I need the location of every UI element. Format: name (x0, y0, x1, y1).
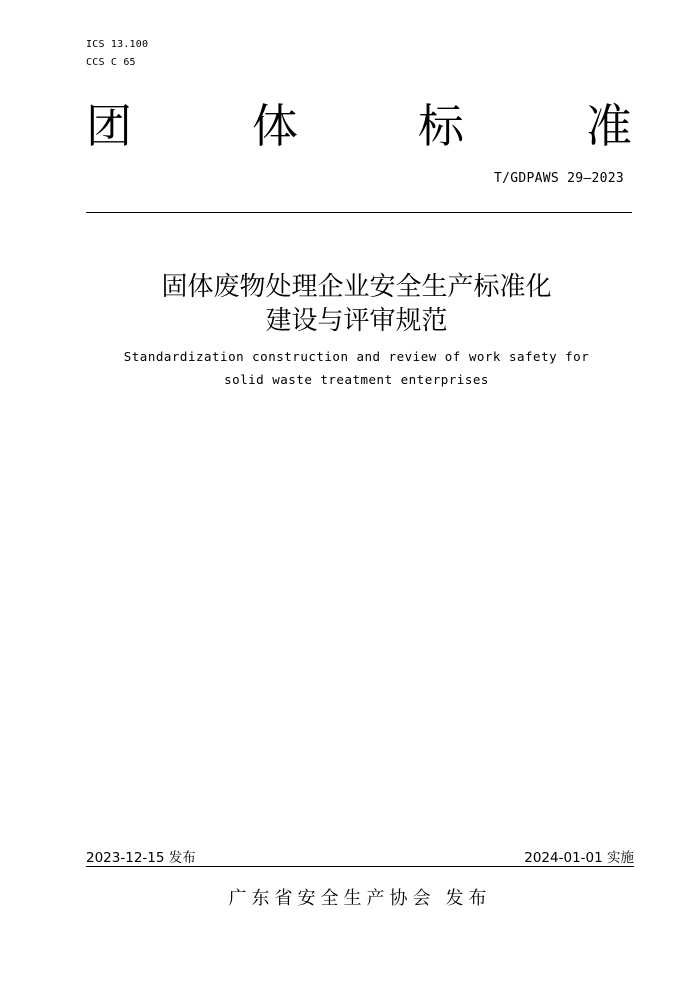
top-divider (86, 212, 632, 213)
standard-type-heading (86, 98, 634, 158)
bottom-divider (86, 866, 634, 867)
standard-type-char: 团 (86, 99, 132, 153)
document-title-cn (0, 270, 700, 338)
standard-type-char: 体 (252, 99, 298, 153)
title-en-line-1: Standardization construction and review of work safety for (123, 349, 590, 364)
standard-number: T/GDPAWS 29—2023 (493, 171, 624, 186)
standard-type-char: 标 (418, 99, 464, 153)
implementation-date: 2024-01-01 实施 (524, 850, 634, 866)
document-title-en (0, 345, 700, 391)
title-cn-line-2: 建设与评审规范 (265, 306, 448, 336)
publisher-action: 发布 (445, 888, 492, 909)
title-cn-line-1: 固体废物处理企业安全生产标准化 (161, 272, 552, 302)
title-en-line-2: solid waste treatment enterprises (224, 372, 489, 387)
issue-date: 2023-12-15 发布 (86, 850, 196, 866)
publisher-line (0, 884, 700, 910)
standard-type-char: 准 (586, 99, 632, 153)
classification-codes (86, 36, 148, 72)
ccs-code: CCS C 65 (86, 57, 136, 68)
publisher-name: 广东省安全生产协会 (228, 888, 436, 909)
date-row (86, 846, 634, 866)
ics-code: ICS 13.100 (86, 39, 149, 50)
